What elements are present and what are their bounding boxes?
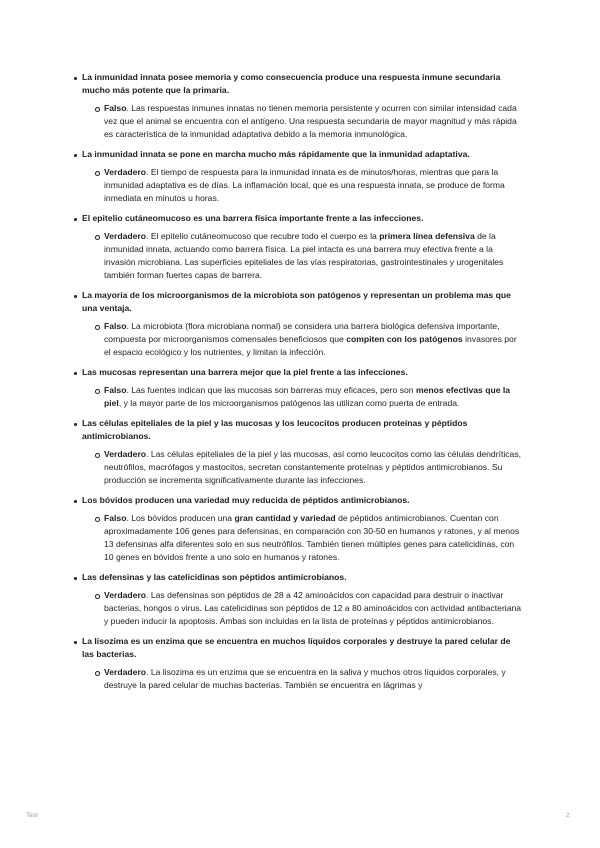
answer-explanation: Falso. La microbiota (flora microbiana normal) se considera una barrera biológica defensiva importante, compuesta por microorganismos comensales beneficiosos que compiten con los patógenos invasores por el espacio ecológico y los nutrientes, y limitan la infección. (104, 320, 522, 359)
answer-verdict: Verdadero (104, 449, 147, 459)
question-item (82, 494, 522, 564)
answer-explanation: Verdadero. Las células epiteliales de la piel y las mucosas, así como leucocitos como las células dendríticas, neutrófilos, macrófagos y mastocitos, secretan constantemente proteínas y péptidos antimicrobianos. Su producción se incrementa significativamente durante las infecciones. (104, 449, 522, 485)
question-text: Los bóvidos producen una variedad muy reducida de péptidos antimicrobianos. (82, 495, 410, 505)
question-text: La inmunidad innata posee memoria y como consecuencia produce una respuesta inmune secundaria mucho más potente que la primaria. (82, 72, 501, 95)
answer-verdict: Verdadero (104, 231, 147, 241)
answer-explanation: Verdadero. La lisozima es un enzima que se encuentra en la saliva y muchos otros líquidos corporales, y destruye la pared celular de muchas bacterias. También se encuentra en lágrimas y (104, 666, 522, 692)
question-text: La mayoría de los microorganismos de la microbiota son patógenos y representan un problema mas que una ventaja. (82, 290, 511, 313)
question-item (82, 212, 522, 282)
answer-verdict: Verdadero (104, 667, 147, 677)
explanation-text: de la inmunidad innata, actuando como barrera física. La piel intacta es una barrera muy efectiva frente a la invasión microbiana. Las superficies epiteliales de las vías respiratorias, gastrointestinales y urogenitales también forman fuertes capas de barrera. (104, 231, 504, 280)
answer-explanation: Verdadero. El tiempo de respuesta para la inmunidad innata es de minutos/horas, mientras que para la inmunidad adaptativa es de días. La inflamación local, que es una respuesta innata, se produce de forma inmediata en minutos u horas. (104, 166, 522, 205)
question-text: El epitelio cutáneomucoso es una barrera física importante frente a las infecciones. (82, 213, 424, 223)
page-content (82, 71, 522, 699)
question-item (82, 635, 522, 692)
question-list (82, 71, 522, 692)
emphasis-text: menos efectivas que la piel (104, 385, 511, 408)
explanation-text: Las respuestas inmunes innatas no tienen memoria persistente y ocurren con similar intensidad cada vez que el animal se encuentra con el antígeno. Una respuesta secundaria de mayor magnitud y más rápida es característica de la inmunidad adaptativa debido a la memoria inmunológica. (104, 103, 517, 139)
question-item (82, 148, 522, 205)
question-item (82, 289, 522, 359)
footer-label: Test (26, 812, 38, 819)
explanation-text: Las fuentes indican que las mucosas son barreras muy eficaces, pero son (131, 385, 416, 395)
question-text: La lisozima es un enzima que se encuentra en muchos líquidos corporales y destruye la pared celular de las bacterias. (82, 636, 511, 659)
explanation-text: , y la mayor parte de los microorganismos patógenos las utilizan como puerta de entrada. (118, 398, 460, 408)
question-item (82, 571, 522, 628)
answer-verdict: Verdadero (104, 167, 147, 177)
explanation-text: El tiempo de respuesta para la inmunidad innata es de minutos/horas, mientras que para la inmunidad adaptativa es de días. La inflamación local, que es una respuesta innata, se produce de forma inmediata en minutos u horas. (104, 167, 505, 203)
answer-verdict: Verdadero (104, 590, 147, 600)
question-text: La inmunidad innata se pone en marcha mucho más rápidamente que la inmunidad adaptativa. (82, 149, 470, 159)
question-text: Las mucosas representan una barrera mejor que la piel frente a las infecciones. (82, 367, 408, 377)
answer-explanation: Verdadero. Las defensinas son péptidos de 28 a 42 aminoácidos con capacidad para destruir o inactivar bacterias, hongos o virus. Las catelicidinas son péptidos de 12 a 80 aminoácidos con actividad antibacteriana y pueden inducir la apoptosis. Ambas son incluidas en la lista de proteínas y péptidos antimicrobianos. (104, 590, 522, 626)
page-number: 2 (566, 812, 570, 819)
answer-explanation: Verdadero. El epitelio cutáneomucoso que recubre todo el cuerpo es la primera línea defensiva de la inmunidad innata, actuando como barrera física. La piel intacta es una barrera muy efectiva frente a la invasión microbiana. Las superficies epiteliales de las vías respiratorias, gastrointestinales y urogenitales también forman fuertes capas de barrera. (104, 230, 522, 282)
explanation-text: invasores por el espacio ecológico y los nutrientes, y limitan la infección. (104, 334, 517, 357)
question-text: Las células epiteliales de la piel y las mucosas y los leucocitos producen proteínas y péptidos antimicrobianos. (82, 418, 468, 441)
answer-verdict: Falso (104, 321, 127, 331)
answer-explanation: Falso. Las fuentes indican que las mucosas son barreras muy eficaces, pero son menos efectivas que la piel, y la mayor parte de los microorganismos patógenos las utilizan como puerta de entrada. (104, 384, 522, 410)
answer-verdict: Falso (104, 103, 127, 113)
question-item (82, 417, 522, 487)
explanation-text: de péptidos antimicrobianos. Cuentan con aproximadamente 106 genes para defensinas, en comparación con 30-50 en humanos y ratones, y al menos 13 defensinas alfa diferentes solo en sus neutrófilos. También tienen múltiples genes para catelicidinas, con 10 genes en bóvidos frente a uno solo en humanos y ratones. (104, 513, 520, 562)
explanation-text: El epitelio cutáneomucoso que recubre todo el cuerpo es la (150, 231, 380, 241)
question-item (82, 71, 522, 141)
question-item (82, 366, 522, 410)
emphasis-text: gran cantidad y variedad (234, 513, 336, 523)
explanation-text: Los bóvidos producen una (131, 513, 235, 523)
answer-explanation: Falso. Las respuestas inmunes innatas no tienen memoria persistente y ocurren con similar intensidad cada vez que el animal se encuentra con el antígeno. Una respuesta secundaria de mayor magnitud y más rápida es característica de la inmunidad adaptativa debido a la memoria inmunológica. (104, 102, 522, 141)
answer-verdict: Falso (104, 513, 127, 523)
question-text: Las defensinas y las catelicidinas son péptidos antimicrobianos. (82, 572, 347, 582)
emphasis-text: primera línea defensiva (379, 231, 475, 241)
emphasis-text: compiten con los patógenos (346, 334, 463, 344)
explanation-text: Las defensinas son péptidos de 28 a 42 aminoácidos con capacidad para destruir o inactivar bacterias, hongos o virus. Las catelicidinas son péptidos de 12 a 80 aminoácidos con actividad antibacteriana y pueden inducir la apoptosis. Ambas son incluidas en la lista de proteínas y péptidos antimicrobianos. (104, 590, 522, 626)
answer-verdict: Falso (104, 385, 127, 395)
explanation-text: Las células epiteliales de la piel y las mucosas, así como leucocitos como las células dendríticas, neutrófilos, macrófagos y mastocitos, secretan constantemente proteínas y péptidos antimicrobianos. Su producción se incrementa significativamente durante las infecciones. (104, 449, 522, 485)
explanation-text: La microbiota (flora microbiana normal) se considera una barrera biológica defensiva importante, compuesta por microorganismos comensales beneficiosos que (104, 321, 500, 344)
answer-explanation: Falso. Los bóvidos producen una gran cantidad y variedad de péptidos antimicrobianos. Cuentan con aproximadamente 106 genes para defensinas, en comparación con 30-50 en humanos y ratones, y al menos 13 defensinas alfa diferentes solo en sus neutrófilos. También tienen múltiples genes para catelicidinas, con 10 genes en bóvidos frente a uno solo en humanos y ratones. (104, 512, 522, 564)
explanation-text: La lisozima es un enzima que se encuentra en la saliva y muchos otros líquidos corporales, y destruye la pared celular de muchas bacterias. También se encuentra en lágrimas y (104, 667, 506, 690)
